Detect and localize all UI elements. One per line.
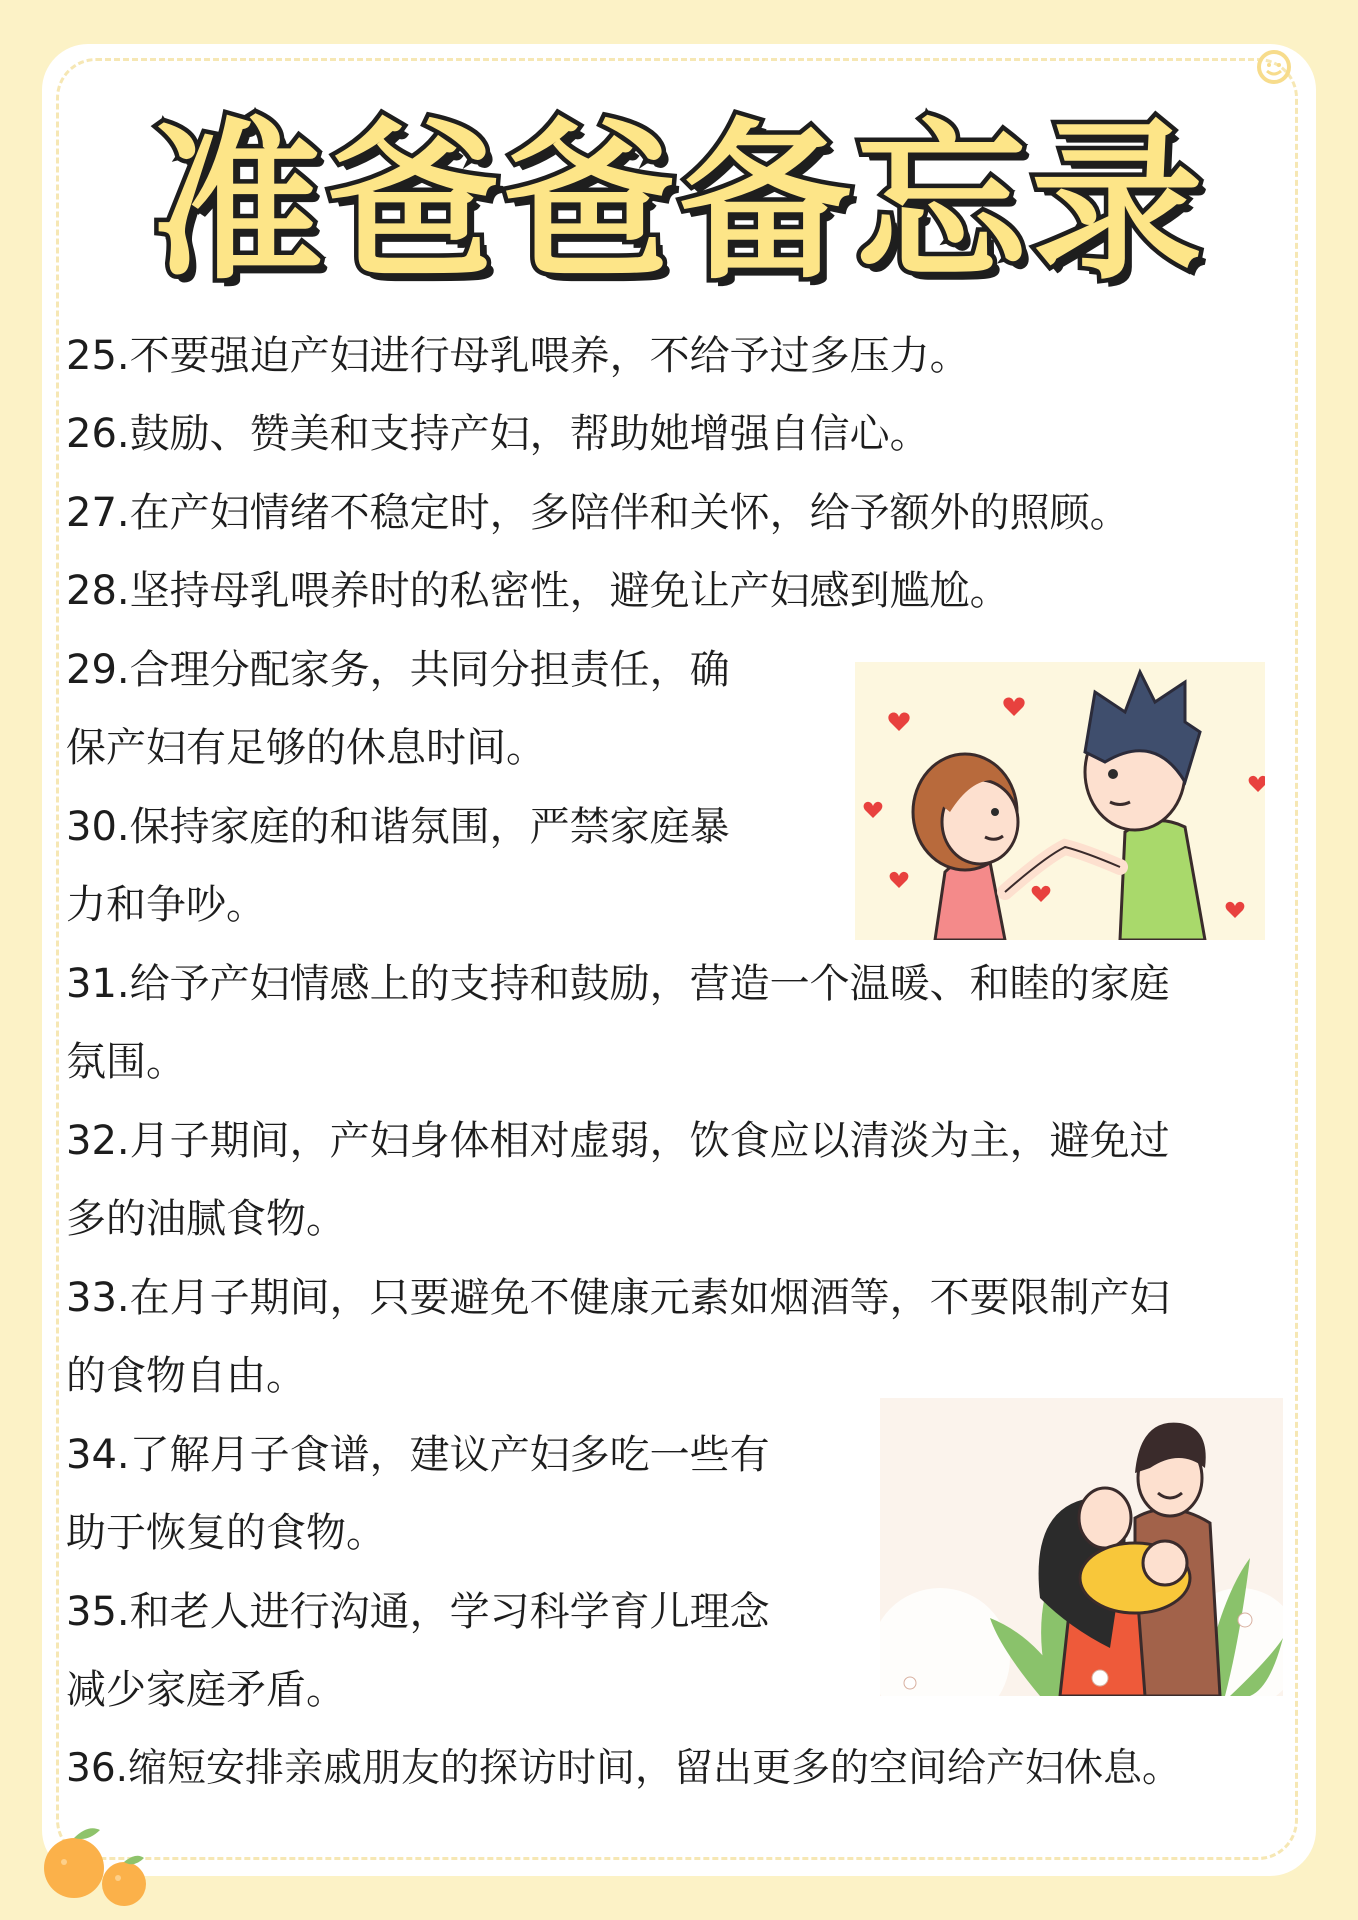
memo-item-32: 32.月子期间，产妇身体相对虚弱，饮食应以清淡为主，避免过 [66,1118,1170,1164]
memo-item-27: 27.在产妇情绪不稳定时，多陪伴和关怀，给予额外的照顾。 [66,490,1130,536]
memo-item-33-cont: 的食物自由。 [66,1353,306,1399]
page-title: 准爸爸备忘录 [151,101,1207,303]
title-area [0,88,1358,303]
memo-item-30-cont: 力和争吵。 [66,882,266,928]
memo-item-36: 36.缩短安排亲戚朋友的探访时间，留出更多的空间给产妇休息。 [66,1746,1182,1791]
orange-fruit-icon [38,1812,158,1908]
memo-item-29-cont: 保产妇有足够的休息时间。 [66,725,546,771]
memo-item-26: 26.鼓励、赞美和支持产妇，帮助她增强自信心。 [66,411,930,457]
smiley-sun-icon [1248,40,1300,92]
memo-item-30: 30.保持家庭的和谐氛围，严禁家庭暴 [66,804,730,850]
memo-item-32-cont: 多的油腻食物。 [66,1196,346,1242]
family-with-newborn-illustration [880,1398,1283,1696]
memo-item-34-cont: 助于恢复的食物。 [66,1510,386,1556]
memo-item-29: 29.合理分配家务，共同分担责任，确 [66,647,730,693]
memo-item-28: 28.坚持母乳喂养时的私密性，避免让产妇感到尴尬。 [66,568,1010,614]
memo-item-35-cont: 减少家庭矛盾。 [66,1667,346,1713]
couple-holding-hands-illustration [855,662,1265,940]
memo-item-31: 31.给予产妇情感上的支持和鼓励，营造一个温暖、和睦的家庭 [66,961,1170,1007]
memo-item-25: 25.不要强迫产妇进行母乳喂养，不给予过多压力。 [66,333,970,379]
memo-item-31-cont: 氛围。 [66,1039,186,1085]
memo-item-33: 33.在月子期间，只要避免不健康元素如烟酒等，不要限制产妇 [66,1275,1170,1321]
memo-item-34: 34.了解月子食谱，建议产妇多吃一些有 [66,1432,770,1478]
memo-item-35: 35.和老人进行沟通，学习科学育儿理念 [66,1589,770,1635]
